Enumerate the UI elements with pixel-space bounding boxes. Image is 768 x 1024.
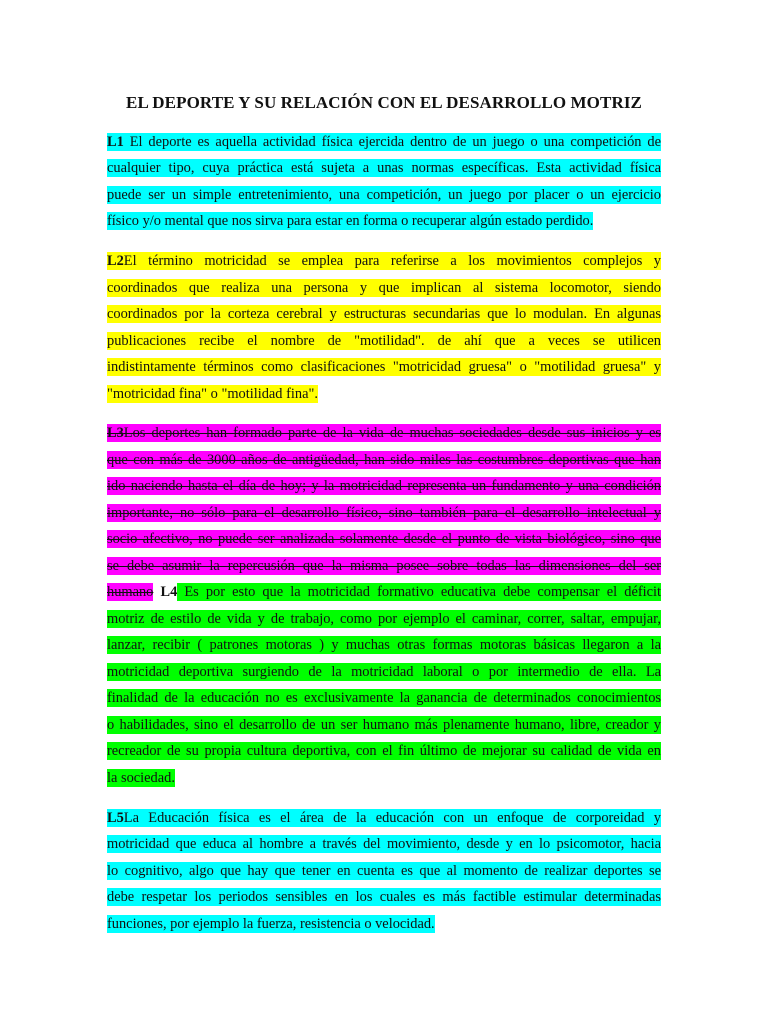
line-text: motriz de estilo de vida y de trabajo, como por ejemplo el caminar, correr, saltar, empujar, [107, 611, 661, 627]
line-text: lo cognitivo, algo que hay que tener en cuenta es que al momento de realizar deportes se [107, 863, 661, 879]
paragraph-line [107, 606, 661, 632]
paragraph-line [107, 765, 661, 791]
line-text: Es por esto que la motricidad formativo educativa debe compensar el déficit [177, 584, 661, 600]
line-text: "motricidad fina" o "motilidad fina". [107, 386, 318, 402]
paragraph-tag: L4 [160, 584, 178, 600]
paragraph-line [107, 301, 661, 327]
line-text: publicaciones recibe el nombre de "motilidad". de ahí que a veces se utilicen [107, 333, 661, 349]
paragraph-tag: L2 [107, 253, 124, 269]
line-text: humano [107, 584, 154, 600]
paragraph-line [107, 473, 661, 499]
paragraph-line [107, 381, 661, 407]
line-text: La Educación física es el área de la educación con un enfoque de corporeidad y [123, 810, 661, 826]
paragraph-line [107, 354, 661, 380]
paragraph-line [107, 738, 661, 764]
line-text: cualquier tipo, cuya práctica está sujeta a unas normas específicas. Esta actividad física [107, 160, 661, 176]
paragraph-line [107, 208, 661, 234]
line-text: Los deportes han formado parte de la vida de muchas sociedades desde sus inicios y es [123, 425, 661, 441]
document-title: EL DEPORTE Y SU RELACIÓN CON EL DESARROLLO MOTRIZ [126, 93, 642, 112]
line-text: funciones, por ejemplo la fuerza, resistencia o velocidad. [107, 916, 435, 932]
paragraph-line [107, 831, 661, 857]
line-text: motricidad que educa al hombre a través del movimiento, desde y en lo psicomotor, hacia [107, 836, 661, 852]
paragraph-line [107, 858, 661, 884]
line-text: importante, no sólo para el desarrollo físico, sino también para el desarrollo intelectual y [107, 505, 661, 521]
paragraph-line [107, 911, 661, 937]
paragraph-line [107, 526, 661, 552]
paragraph-line [107, 248, 661, 274]
paragraph-line [107, 659, 661, 685]
line-text: lanzar, recibir ( patrones motoras ) y muchas otras formas motoras básicas llegaron a la [107, 637, 661, 653]
line-text: que con más de 3000 años de antigüedad, han sido miles las costumbres deportivas que han [107, 452, 661, 468]
paragraph-line [107, 712, 661, 738]
paragraph-tag: L3 [107, 425, 124, 441]
paragraph-line [107, 579, 661, 605]
line-text: indistintamente términos como clasificaciones "motricidad gruesa" o "motilidad gruesa" y [107, 359, 661, 375]
line-text: coordinados por la corteza cerebral y estructuras secundarias que lo modulan. En algunas [107, 306, 661, 322]
line-text: se debe asumir la repercusión que la misma posee sobre todas las dimensiones del ser [107, 558, 661, 574]
line-text: coordinados que realiza una persona y que implican al sistema locomotor, siendo [107, 280, 661, 296]
paragraph-line [107, 328, 661, 354]
paragraph-line [107, 884, 661, 910]
line-text: la sociedad. [107, 770, 175, 786]
paragraph-line [107, 275, 661, 301]
line-text: o habilidades, sino el desarrollo de un ser humano más plenamente humano, libre, creador y [107, 717, 661, 733]
paragraph-line [107, 632, 661, 658]
paragraph-line [107, 500, 661, 526]
line-text: finalidad de la educación no es exclusivamente la ganancia de determinados conocimientos [107, 690, 661, 706]
paragraph-tag: L1 [107, 134, 124, 150]
paragraph-line [107, 420, 661, 446]
line-text: puede ser un simple entretenimiento, una competición, un juego por placer o un ejercicio [107, 187, 661, 203]
line-text: debe respetar los periodos sensibles en los cuales es más factible estimular determinadas [107, 889, 661, 905]
paragraph-line [107, 182, 661, 208]
paragraph-line [107, 553, 661, 579]
line-text: socio afectivo, no puede ser analizada solamente desde el punto de vista biológico, sino que [107, 531, 661, 547]
line-text: El deporte es aquella actividad física ejercida dentro de un juego o una competición de [123, 134, 661, 150]
paragraph-line [107, 805, 661, 831]
line-text: recreador de su propia cultura deportiva, con el fin último de mejorar su calidad de vida en [107, 743, 661, 759]
line-text: El término motricidad se emplea para referirse a los movimientos complejos y [123, 253, 661, 269]
paragraph-tag: L5 [107, 810, 124, 826]
line-text: ido naciendo hasta el día de hoy; y la motricidad representa un fundamento y una condición [107, 478, 661, 494]
paragraph-line [107, 447, 661, 473]
paragraph-line [107, 129, 661, 155]
line-text: físico y/o mental que nos sirva para estar en forma o recuperar algún estado perdido. [107, 213, 594, 229]
paragraph-line [107, 155, 661, 181]
line-text: motricidad deportiva surgiendo de la motricidad laboral o por intermedio de ella. La [107, 664, 661, 680]
paragraph-line [107, 685, 661, 711]
